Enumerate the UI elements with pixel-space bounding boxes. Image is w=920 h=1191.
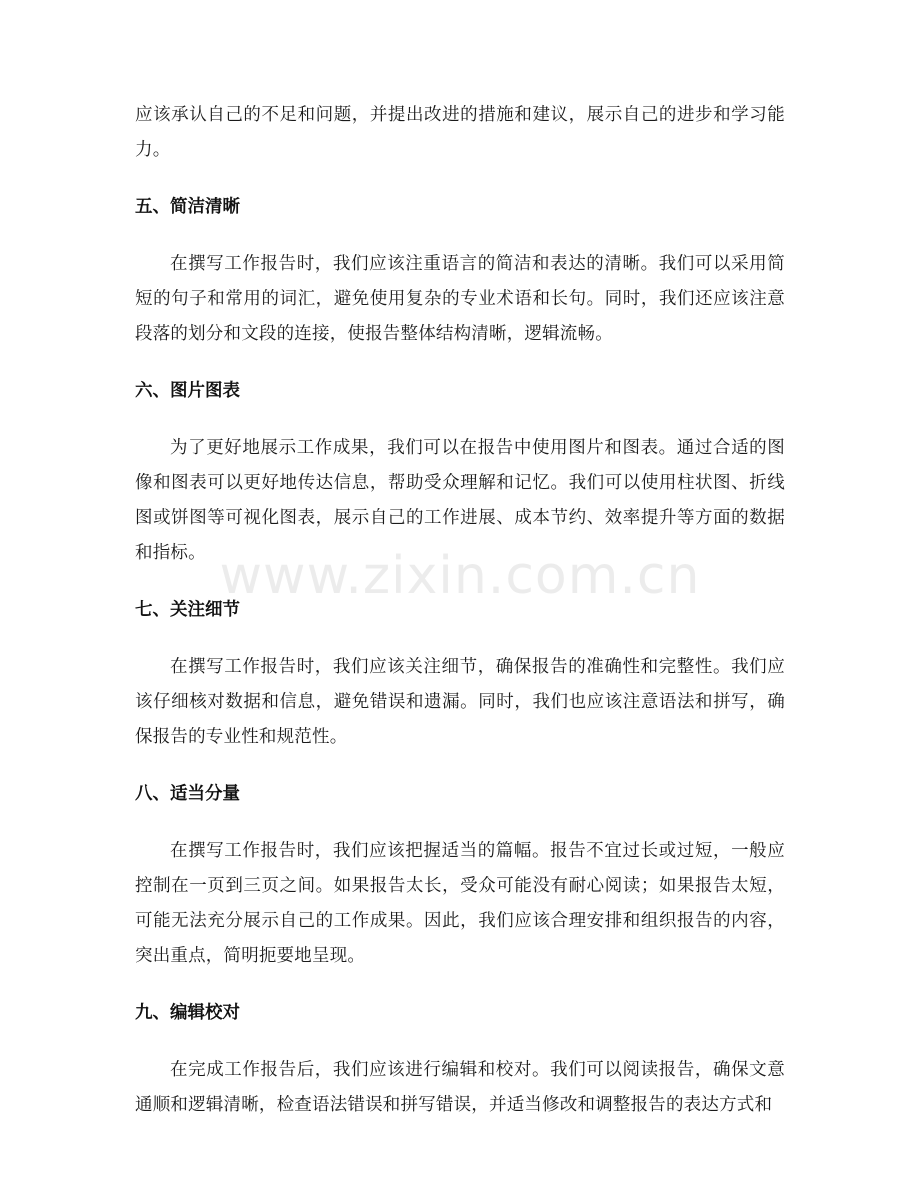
section-heading-7: 七、关注细节 — [135, 600, 240, 620]
section-body-6: 为了更好地展示工作成果，我们可以在报告中使用图片和图表。通过合适的图像和图表可以更好地传达信息，帮助受众理解和记忆。我们可以使用柱状图、折线图或饼图等可视化图表，展示自己的工作进展、成本节约、效率提升等方面的数据和指标。 — [135, 438, 785, 563]
section-body-8: 在撰写工作报告时，我们应该把握适当的篇幅。报告不宜过长或过短，一般应控制在一页到三页之间。如果报告太长，受众可能没有耐心阅读；如果报告太短，可能无法充分展示自己的工作成果。因此，我们应该合理安排和组织报告的内容，突出重点，简明扼要地呈现。 — [135, 841, 785, 966]
section-heading-8: 八、适当分量 — [135, 784, 240, 804]
document-page — [135, 98, 785, 1145]
section-body-5: 在撰写工作报告时，我们应该注重语言的简洁和表达的清晰。我们可以采用简短的句子和常用的词汇，避免使用复杂的专业术语和长句。同时，我们还应该注意段落的划分和文段的连接，使报告整体结构清晰，逻辑流畅。 — [135, 254, 785, 344]
section-body-9: 在完成工作报告后，我们应该进行编辑和校对。我们可以阅读报告，确保文意通顺和逻辑清晰，检查语法错误和拼写错误，并适当修改和调整报告的表达方式和 — [135, 1060, 785, 1115]
section-body-7: 在撰写工作报告时，我们应该关注细节，确保报告的准确性和完整性。我们应该仔细核对数据和信息，避免错误和遗漏。同时，我们也应该注意语法和拼写，确保报告的专业性和规范性。 — [135, 657, 785, 747]
watermark: www.zixin.com.cn — [219, 546, 701, 606]
section-heading-5: 五、简洁清晰 — [135, 197, 240, 217]
section-heading-9: 九、编辑校对 — [135, 1003, 240, 1023]
intro-paragraph: 应该承认自己的不足和问题，并提出改进的措施和建议，展示自己的进步和学习能力。 — [135, 105, 785, 160]
section-heading-6: 六、图片图表 — [135, 381, 240, 401]
